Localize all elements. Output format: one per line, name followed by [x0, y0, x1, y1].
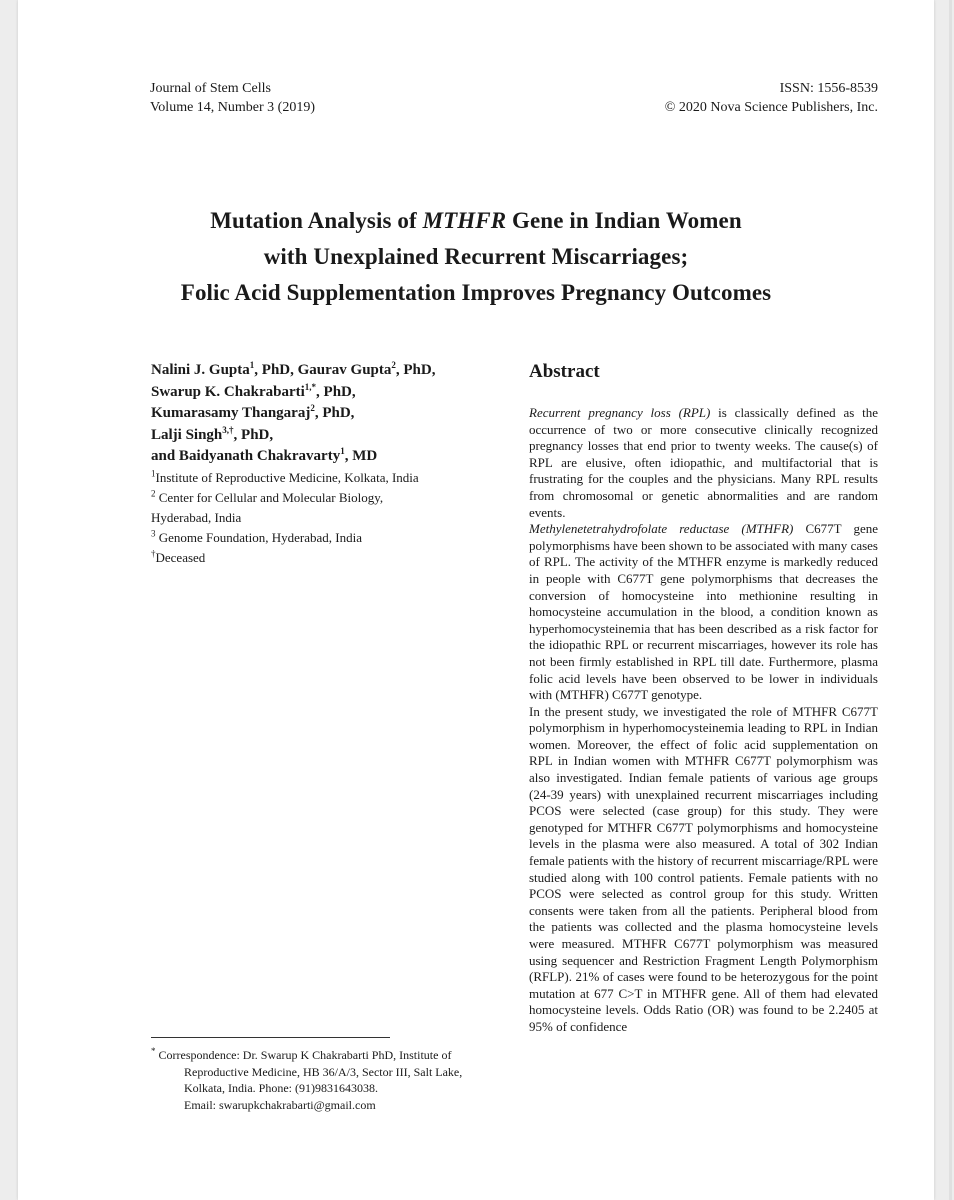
footnote-divider: [151, 1037, 390, 1038]
footnote-text: Reproductive Medicine, HB 36/A/3, Sector III, Salt Lake,: [184, 1064, 463, 1079]
title-gene: MTHFR: [422, 208, 507, 233]
author-sup: 2: [391, 360, 396, 370]
author-name: Swarup K. Chakrabarti: [151, 383, 305, 400]
affiliation-sup: 3: [151, 528, 156, 539]
author-name: Nalini J. Gupta: [151, 362, 250, 378]
author-sup: 1,*: [304, 381, 317, 392]
affiliation: [151, 528, 531, 548]
journal-volume: Volume 14, Number 3 (2019): [150, 100, 315, 115]
author-degree: , MD: [344, 448, 378, 464]
author-sup: 3,†: [222, 424, 234, 435]
issn: ISSN: 1556-8539: [779, 81, 878, 96]
journal-header: [150, 79, 315, 117]
abstract-text: is classically defined as the occurrence of two or more consecutive clinically recognized pregnancy losses that end prior to twenty weeks. The cause(s) of RPL are elusive, often idiopathic, and multifactorial that is frustrating for the couples and the physicians. Many RPL results from chromosomal or genetic abnormalities and are random events.: [529, 405, 878, 520]
affiliation-sup: 1: [151, 468, 156, 479]
abstract-paragraph: [529, 405, 878, 521]
affiliation-cont: Hyderabad, India: [151, 509, 242, 525]
author-sup: 2: [310, 403, 315, 413]
author-sup: 1: [340, 446, 345, 456]
affiliation: [151, 488, 531, 508]
deceased-text: Deceased: [155, 549, 206, 565]
author-degree: , PhD,: [254, 362, 298, 378]
abstract-paragraph: In the present study, we investigated the role of MTHFR C677T polymorphism in hyperhomocysteinemia leading to RPL in Indian women. Moreover, the effect of folic acid supplementation on RPL in Indian women with MTHFR C677T polymorphism was also investigated. Indian female patients of various age groups (24-39 years) with unexplained recurrent miscarriages including PCOS were selected (case group) for this study. They were genotyped for MTHFR C677T polymorphisms and homocysteine levels in the plasma were also measured. A total of 302 Indian female patients with the history of recurrent miscarriage/RPL were studied along with 100 control patients. Female patients with no PCOS were selected as control group for this study. Written consents were taken from all the patients. Peripheral blood from the patients was collected and the plasma homocysteine levels were measured. MTHFR C677T polymorphism was measured using sequencer and Restriction Fragment Length Polymorphism (RFLP). 21% of cases were found to be heterozygous for the point mutation at 677 C>T in MTHFR gene. All of them had elevated homocysteine levels. Odds Ratio (OR) was found to be 2.2405 at 95% of confidence: [529, 703, 878, 1034]
title-line1-end: Gene in Indian Women: [506, 208, 742, 233]
journal-name: Journal of Stem Cells: [150, 81, 271, 96]
viewer-edge: [949, 0, 952, 1200]
deceased-note: [151, 548, 531, 568]
paper-page: [18, 0, 934, 1200]
abstract-body: [529, 405, 878, 1036]
publisher-header: [665, 79, 878, 117]
author-name: and Baidyanath Chakravarty: [151, 448, 341, 464]
author-degree: , PhD,: [314, 405, 355, 421]
abstract-term: Recurrent pregnancy loss (RPL): [529, 405, 711, 420]
affiliation-text: Institute of Reproductive Medicine, Kolkata, India: [155, 469, 419, 485]
affiliation-text: Genome Foundation, Hyderabad, India: [155, 529, 363, 545]
author-name: Kumarasamy Thangaraj: [151, 405, 311, 421]
author-sup: 1: [249, 360, 255, 370]
author-degree: , PhD,: [316, 383, 356, 400]
abstract-heading: Abstract: [529, 361, 600, 382]
paper-title: [58, 203, 894, 311]
abstract-text: C677T gene polymorphisms have been shown to be associated with many cases of RPL. The activity of the MTHFR enzyme is markedly reduced in people with C677T gene polymorphisms that decreases the conversion of homocysteine into methionine resulting in homocysteine accumulation in the blood, a condition known as hyperhomocysteinemia that has been described as a risk factor for the idiopathic RPL or recurrent miscarriages, however its role has not been firmly established in RPL till date. Furthermore, plasma folic acid levels have been observed to be lower in individuals with (MTHFR) C677T genotype.: [529, 521, 879, 703]
affiliation-sup: 2: [151, 488, 156, 499]
author-block: [151, 360, 531, 568]
author-degree: , PhD,: [233, 426, 274, 443]
footnote-text: Kolkata, India. Phone: (91)9831643038.: [184, 1081, 378, 1095]
author-name: Gaurav Gupta: [297, 362, 392, 378]
affiliation-text: Center for Cellular and Molecular Biology,: [155, 489, 384, 505]
author-degree: , PhD,: [395, 362, 436, 378]
author-line: [151, 446, 531, 468]
correspondence-footnote: [151, 1047, 491, 1113]
author-line: [151, 403, 531, 425]
abstract-paragraph: [529, 521, 878, 704]
author-line: [151, 360, 531, 382]
footnote-email: Email: swarupkchakrabarti@gmail.com: [184, 1097, 376, 1112]
footnote-text: Correspondence: Dr. Swarup K Chakrabarti PhD, Institute of: [155, 1048, 452, 1062]
author-line: [151, 425, 531, 447]
author-line: [151, 382, 531, 404]
title-line1: Mutation Analysis of: [210, 208, 423, 233]
title-line2: with Unexplained Recurrent Miscarriages;: [263, 244, 689, 269]
deceased-sup: †: [151, 548, 156, 559]
affiliation: [151, 468, 531, 488]
footnote-sup: *: [151, 1046, 156, 1056]
copyright: © 2020 Nova Science Publishers, Inc.: [664, 100, 878, 115]
author-name: Lalji Singh: [151, 426, 223, 443]
title-line3: Folic Acid Supplementation Improves Pregnancy Outcomes: [180, 280, 772, 305]
abstract-term: Methylenetetrahydrofolate reductase (MTHFR): [529, 521, 794, 537]
